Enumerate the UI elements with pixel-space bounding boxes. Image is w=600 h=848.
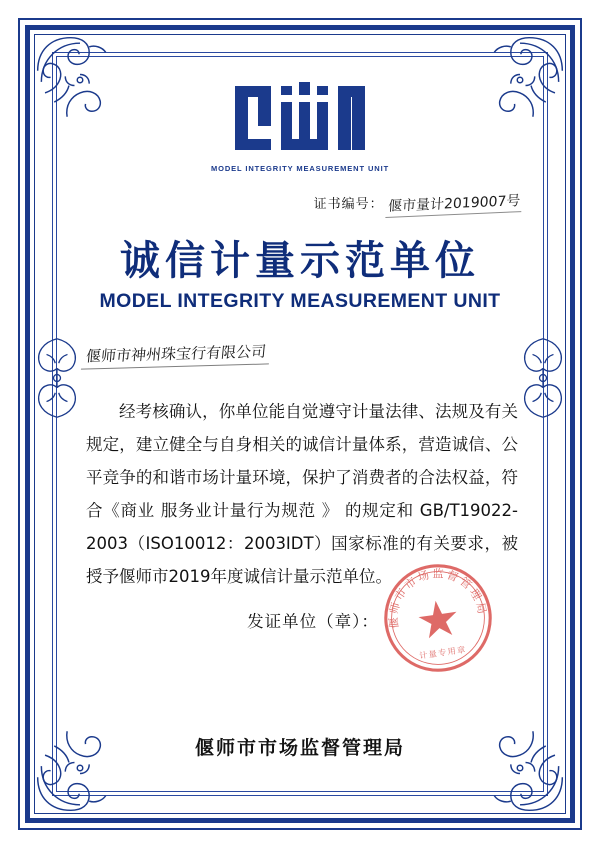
- certificate-number-row: [60, 193, 540, 215]
- issuing-organization: 偃师市市场监督管理局: [194, 737, 405, 759]
- certificate-number-value: 偃市量计2019007号: [385, 190, 523, 218]
- emblem-icon: [225, 78, 375, 158]
- certificate-body-paragraph: 经考核确认，你单位能自觉遵守计量法律、法规及有关规定，建立健全与自身相关的诚信计量体系，营造诚信、公平竞争的和谐市场计量环境，保护了消费者的合法权益，符合《商业 服务业计量行为规范 》 的规定和 GB/T19022-2003（ISO10012：2003IDT）国家标准的有关要求，被授予偃师市2019年度诚信计量示范单位。: [86, 402, 518, 586]
- svg-text:偃师市市场监督管理局: 偃师市市场监督管理局: [387, 567, 489, 629]
- logo-caption: MODEL INTEGRITY MEASUREMENT UNIT: [210, 164, 390, 173]
- issuer-row: [60, 608, 540, 632]
- certificate-title-en: MODEL INTEGRITY MEASUREMENT UNIT: [99, 290, 501, 312]
- certificate-content: [60, 60, 540, 788]
- certificate-body: [60, 395, 540, 593]
- svg-text:计量专用章: 计量专用章: [418, 644, 468, 661]
- issuer-label: 发证单位（章）：: [247, 612, 379, 631]
- recipient-name: 偃师市神州珠宝行有限公司: [81, 340, 271, 369]
- recipient-row: [60, 343, 540, 371]
- certificate-title-cn: 诚信计量示范单位: [120, 238, 480, 284]
- certificate-number-label: 证书编号：: [313, 196, 384, 211]
- logo-block: [60, 78, 540, 173]
